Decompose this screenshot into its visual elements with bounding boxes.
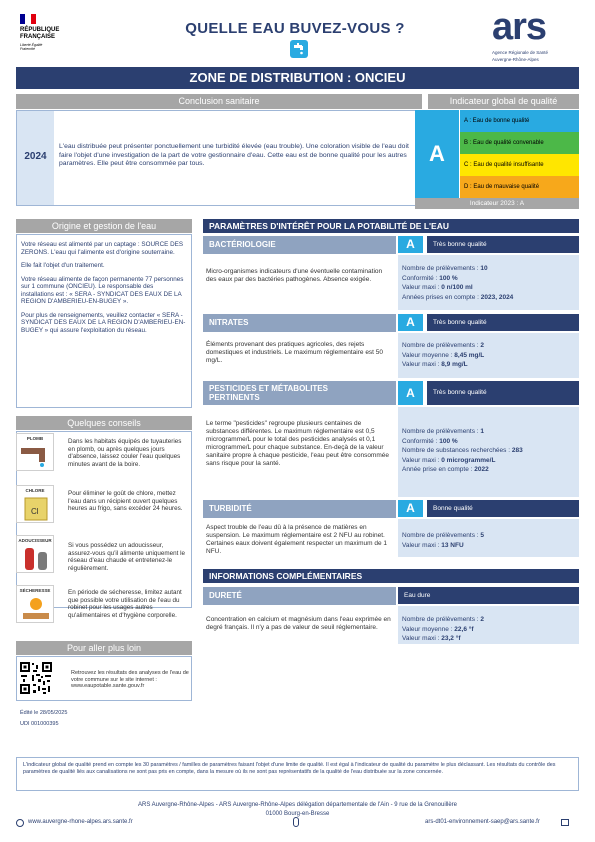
legend-d: D : Eau de mauvaise qualité	[460, 176, 579, 198]
mouse-icon	[293, 817, 299, 827]
pesticides-stat-2: Conformité : 100 %	[402, 437, 458, 445]
indicator-grade: A	[429, 141, 445, 166]
pesticides-quality: Très bonne qualité	[433, 389, 487, 396]
page-title: QUELLE EAU BUVEZ-VOUS ?	[185, 20, 405, 37]
indicator-legend	[460, 110, 579, 198]
tip-text-4: En période de sécheresse, limitez autant que possible votre utilisation de l'eau du robinet pour les usages autres qu'alimentaires et d'hygiène corporelle.	[68, 589, 182, 619]
gov-name-2: FRANÇAISE	[20, 34, 56, 40]
tap-icon	[290, 40, 308, 58]
zone-title-bar	[16, 67, 579, 89]
nitrates-quality: Très bonne qualité	[433, 319, 487, 326]
turbidite-stat-1: Nombre de prélèvements : 5	[402, 532, 485, 539]
nitrates-stat-2: Valeur moyenne : 8,45 mg/L	[402, 351, 485, 359]
turbidite-quality-bar	[427, 500, 579, 517]
tip-caption-2: CHLORE	[25, 488, 45, 493]
bacterio-stats	[402, 264, 577, 302]
tip-caption-4: SÉCHERESSE	[19, 588, 51, 593]
legend-a: A : Eau de bonne qualité	[460, 110, 579, 132]
ars-logo-text: ars	[492, 6, 547, 48]
durete-stat-2: Valeur moyenne : 22,6 °f	[402, 625, 474, 633]
pesticides-title-1: PESTICIDES ET MÉTABOLITES	[209, 384, 328, 393]
footer-address-2: 01000 Bourg-en-Bresse	[265, 811, 330, 817]
indicator-footer: Indicateur 2023 : A	[415, 198, 579, 209]
conclusion-year-cell	[17, 111, 54, 205]
footnote-box	[16, 757, 579, 791]
bacterio-grade: A	[398, 236, 423, 253]
conclusion-text: L'eau distribuée peut présenter ponctuellement une turbidité élevée (eau trouble). Une coloration visible de l'eau doit faire l'objet d'une investigation de la part de votre gestionnaire d'eau. Cette eau est de bonne qualité pour les autres paramètres. Elle peut être consommée par tous.	[59, 143, 409, 167]
nitrates-stats	[402, 341, 577, 370]
durete-quality-bar	[398, 587, 579, 604]
indicator-grade-box	[415, 110, 459, 198]
origin-p4: Pour plus de renseignements, veuillez contacter « SERA - SYNDICAT DES EAUX DE LA REGION D'AMBERIEU-EN-BUGEY » qui assure l'exploitation du réseau.	[21, 311, 186, 334]
legend-b: B : Eau de qualité convenable	[460, 132, 579, 154]
durete-desc: Concentration en calcium et magnésium dans l'eau exprimée en degré français. Il n'y a pas de valeur de seuil réglementaire.	[206, 616, 391, 631]
further-text: Retrouvez les résultats des analyses de l'eau de votre commune sur le site internet : www.eaupotable.sante.gouv.fr	[71, 670, 189, 689]
footnote-text: L'indicateur global de qualité prend en compte les 30 paramètres / familles de paramètres faisant l'objet d'une limite de qualité. Il est égal à l'indicateur de qualité du paramètre le plus déclassant. Les résultats du contrôle des paramètres de qualité liés aux canalisations ne sont pas pris en compte, dans la mesure où ils ne sont pas représentatifs de la qualité de l'eau distribuée sur la zone concernée.	[23, 762, 556, 775]
turbidite-title: TURBIDITÉ	[203, 500, 396, 518]
udi-code: UDI 001000395	[20, 721, 59, 727]
gov-name-1: RÉPUBLIQUE	[20, 27, 60, 33]
bacterio-stat-3: Valeur maxi : 0 n/100 ml	[402, 284, 473, 291]
nitrates-desc: Éléments provenant des pratiques agricoles, des rejets domestiques et industriels. Le maximum réglementaire est 50 mg/L.	[206, 341, 384, 364]
pesticides-stats	[402, 427, 577, 475]
nitrates-title: NITRATES	[203, 314, 396, 332]
tip-text-1: Dans les habitats équipés de tuyauteries en plomb, ou après quelques jours d'absence, laissez couler l'eau quelques minutes avant de la boire.	[68, 438, 182, 468]
origin-box	[16, 234, 192, 408]
pesticides-title-2: PERTINENTS	[209, 393, 260, 402]
conclusion-year: 2024	[24, 151, 47, 162]
bacterio-quality: Très bonne qualité	[433, 241, 487, 248]
durete-stat-1: Nombre de prélèvements : 2	[402, 616, 485, 623]
tip-text-2: Pour éliminer le goût de chlore, mettez l'eau dans un récipient ouvert quelques heures au frigo, sans excéder 24 heures.	[68, 490, 183, 513]
turbidite-desc: Aspect trouble de l'eau dû à la présence de matières en suspension. Le maximum réglementaire est 2 NFU au robinet. Certaines eaux doivent également respecter un maximum de 1 NFU.	[206, 524, 388, 555]
durete-stat-3: Valeur maxi : 23,2 °f	[402, 635, 461, 642]
tip-caption-3: ADOUCISSEUR	[18, 538, 52, 543]
pesticides-grade: A	[398, 381, 423, 405]
bacterio-desc: Micro-organismes indicateurs d'une éventuelle contamination des eaux par des bactéries pathogènes. Absence exigée.	[206, 268, 383, 283]
svg-text:Cl: Cl	[31, 507, 39, 516]
turbidite-stat-2: Valeur maxi : 13 NFU	[402, 541, 464, 549]
nitrates-grade: A	[398, 314, 423, 331]
legend-c: C : Eau de qualité insuffisante	[460, 154, 579, 176]
mail-icon	[561, 819, 569, 826]
qr-code[interactable]	[19, 661, 53, 695]
origin-heading: Origine et gestion de l'eau	[16, 219, 192, 233]
footer-email[interactable]: ars-dt01-environnement-saep@ars.sante.fr	[425, 819, 540, 825]
indicator-heading: Indicateur global de qualité	[428, 94, 579, 109]
turbidite-quality: Bonne qualité	[433, 505, 473, 512]
durete-stats	[402, 615, 577, 644]
complementary-heading: INFORMATIONS COMPLÉMENTAIRES	[203, 569, 579, 583]
drought-icon	[16, 585, 54, 623]
pesticides-stat-1: Nombre de prélèvements : 1	[402, 428, 485, 435]
bacterio-stat-2: Conformité : 100 %	[402, 274, 458, 282]
ars-tagline-2: Auvergne-Rhône-Alpes	[492, 57, 539, 62]
bacterio-title: BACTÉRIOLOGIE	[203, 236, 396, 254]
footer-address-1: ARS Auvergne-Rhône-Alpes - ARS Auvergne-Rhône-Alpes délégation départementale de l'Ain - 9 rue de la Grenouillère	[137, 802, 457, 808]
pesticides-stat-5: Année prise en compte : 2022	[402, 466, 489, 473]
pesticides-title	[203, 381, 396, 405]
further-heading: Pour aller plus loin	[16, 641, 192, 655]
bacterio-stat-1: Nombre de prélèvements : 10	[402, 265, 488, 272]
globe-icon	[16, 819, 24, 827]
ars-tagline-1: Agence Régionale de Santé	[492, 50, 549, 55]
tip-text-3: Si vous possédez un adoucisseur, assurez-vous qu'il alimente uniquement le réseau d'eau chaude et entretenez-le régulièrement.	[68, 542, 186, 572]
pesticides-stat-3: Nombre de substances recherchées : 283	[402, 447, 523, 454]
footer-website[interactable]: www.auvergne-rhone-alpes.ars.sante.fr	[28, 819, 133, 825]
turbidite-grade: A	[398, 500, 423, 517]
durete-quality: Eau dure	[404, 592, 431, 599]
chlorine-icon	[16, 485, 54, 523]
edited-date: Édité le 28/05/2025	[20, 710, 68, 716]
nitrates-stat-3: Valeur maxi : 8,9 mg/L	[402, 361, 468, 368]
softener-icon	[16, 535, 54, 573]
nitrates-stat-1: Nombre de prélèvements : 2	[402, 342, 485, 349]
durete-title: DURETÉ	[203, 587, 396, 605]
pesticides-quality-bar	[427, 381, 579, 405]
conclusion-heading: Conclusion sanitaire	[16, 94, 422, 109]
params-heading: PARAMÈTRES D'INTÉRÊT POUR LA POTABILITÉ DE L'EAU	[203, 219, 579, 233]
pesticides-stat-4: Valeur maxi : 0 microgramme/L	[402, 456, 496, 464]
tip-caption-1: PLOMB	[26, 436, 44, 441]
gov-logo	[16, 14, 76, 59]
flag-icon	[20, 14, 36, 24]
lead-pipe-icon	[16, 433, 54, 471]
turbidite-stats	[402, 531, 577, 550]
conclusion-box	[16, 110, 422, 206]
bacterio-quality-bar	[427, 236, 579, 253]
gov-motto: Liberté Égalité Fraternité	[20, 43, 43, 51]
bacterio-stat-4: Années prises en compte : 2023, 2024	[402, 293, 514, 301]
origin-p2: Elle fait l'objet d'un traitement.	[21, 262, 105, 269]
origin-p1: Votre réseau est alimenté par un captage : SOURCE DES ZERONS. L'eau qui l'alimente est d'origine souterraine.	[21, 241, 184, 256]
ars-logo	[488, 6, 583, 65]
tips-heading: Quelques conseils	[16, 416, 192, 430]
nitrates-quality-bar	[427, 314, 579, 331]
origin-p3: Votre réseau alimente de façon permanente 77 personnes sur 1 commune (ONCIEU). Le responsable des installations est : « SERA - SYNDICAT DES EAUX DE LA REGION D'AMBERIEU-EN-BUGEY ».	[21, 275, 184, 305]
zone-title: ZONE DE DISTRIBUTION : ONCIEU	[189, 70, 406, 85]
pesticides-desc: Le terme "pesticides" regroupe plusieurs centaines de substances différentes. Le maximum réglementaire est 0,5 microgramme/L pour le total des pesticides analysés et 0,1 microgramme/L pour chaque substance. En-deçà de la valeur sanitaire propre à chaque pesticide, l'eau peut être consommée sans risque pour la santé.	[206, 420, 389, 467]
